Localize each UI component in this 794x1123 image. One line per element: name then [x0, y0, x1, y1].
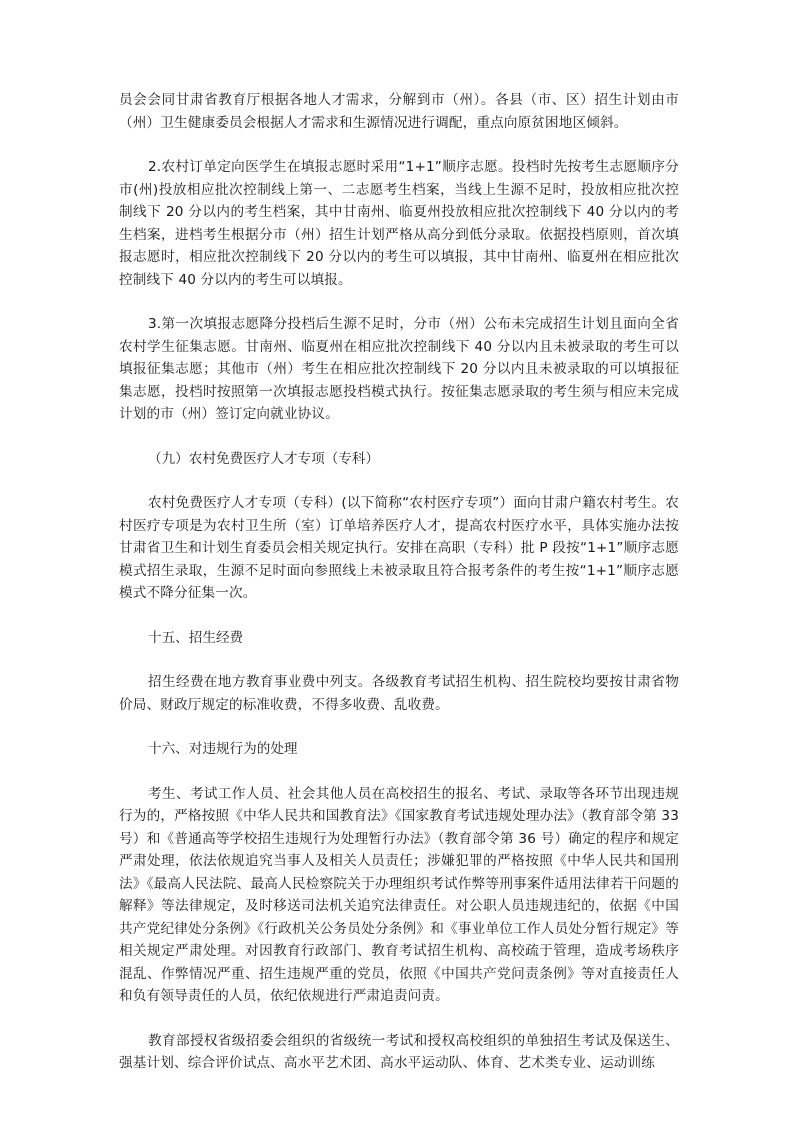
section-heading-rural-medical-talent: （九）农村免费医疗人才专项（专科） — [148, 450, 380, 467]
paragraph-gap — [119, 649, 679, 671]
section-heading-violation-handling: 十六、对违规行为的处理 — [148, 741, 298, 757]
paragraph-gap — [119, 426, 679, 448]
section-heading-enrollment-funds: 十五、招生经费 — [148, 629, 244, 646]
paragraph-enrollment-funds: 招生经费在地方教育事业费中列支。各级教育考试招生机构、招生院校均要按甘肃省物价局、财政厅规定的标准收费，不得多收费、乱收费。 — [119, 674, 679, 713]
paragraph-rural-medical-program: 农村免费医疗人才专项（专科）(以下简称“农村医疗专项”）面向甘肃户籍农村考生。农村医疗专项是为农村卫生所（室）订单培养医疗人才，提高农村医疗水平，具体实施办法按甘肃省卫生和计划生育委员会相关规定执行。安排在高职（专科）批 P 段按“1+1”顺序志愿模式招生录取，生源不足时面向参照线上未被录取且符合报考条件的考生按“1+1”顺序志愿模式不降分征集一次。 — [119, 495, 679, 601]
paragraph-gap — [119, 291, 679, 313]
paragraph-gap — [119, 605, 679, 627]
paragraph-violation-handling: 考生、考试工作人员、社会其他人员在高校招生的报名、考试、录取等各环节出现违规行为的，严格按照《中华人民共和国教育法》《国家教育考试违规处理办法》（教育部令第 33 号）和《普通高等学校招生违规行为处理暂行办法》（教育部令第 36 号）确定的程序和规定严肃处理，依法依规追究当事人及相关人员责任；涉嫌犯罪的严格按照《中华人民共和国刑法》《最高人民法院、最高人民检察院关于办理组织考试作弊等刑事案件适用法律若干问题的解释》等法律规定，及时移送司法机关追究法律责任。对公职人员违规违纪的，依据《中国共产党纪律处分条例》《行政机关公务员处分条例》和《事业单位工作人员处分暂行规定》等相关规定严肃处理。对因教育行政部门、教育考试招生机构、高校疏于管理，造成考场秩序混乱、作弊情况严重、招生违规严重的党员，依照《中国共产党问责条例》等对直接责任人和负有领导责任的人员，依纪依规进行严肃追责问责。 — [119, 785, 679, 1004]
paragraph-gap — [119, 470, 679, 492]
paragraph-gap — [119, 1008, 679, 1030]
paragraph-gap — [119, 134, 679, 156]
paragraph-item-2: 2.农村订单定向医学生在填报志愿时采用“1+1”顺序志愿。投档时先按考生志愿顺序分市(州)投放相应批次控制线上第一、二志愿考生档案，当线上生源不足时，投放相应批次控制线下 20 分以内的考生档案，其中甘南州、临夏州投放相应批次控制线下 40 分以内的考生档案，进档考生根据分市（州）招生计划严格从高分到低分录取。依据投档原则，首次填报志愿时，相应批次控制线下 20 分以内的考生可以填报，其中甘南州、临夏州在相应批次控制线下 40 分以内的考生可以填报。 — [119, 159, 679, 288]
paragraph-gap — [119, 761, 679, 783]
paragraph-ministry-authorization: 教育部授权省级招委会组织的省级统一考试和授权高校组织的单独招生考试及保送生、强基计划、综合评价试点、高水平艺术团、高水平运动队、体育、艺术类专业、运动训练 — [119, 1032, 679, 1071]
document-body — [119, 89, 679, 1075]
paragraph-item-3: 3.第一次填报志愿降分投档后生源不足时，分市（州）公布未完成招生计划且面向全省农村学生征集志愿。甘南州、临夏州在相应批次控制线下 40 分以内且未被录取的考生可以填报征集志愿；其他市（州）考生在相应批次控制线下 20 分以内且未被录取的可以填报征集志愿，投档时按照第一次填报志愿投档模式执行。按征集志愿录取的考生须与相应未完成计划的市（州）签订定向就业协议。 — [119, 316, 679, 422]
paragraph-continuation: 员会会同甘肃省教育厅根据各地人才需求，分解到市（州）。各县（市、区）招生计划由市（州）卫生健康委员会根据人才需求和生源情况进行调配，重点向原贫困地区倾斜。 — [119, 92, 679, 131]
paragraph-gap — [119, 716, 679, 738]
